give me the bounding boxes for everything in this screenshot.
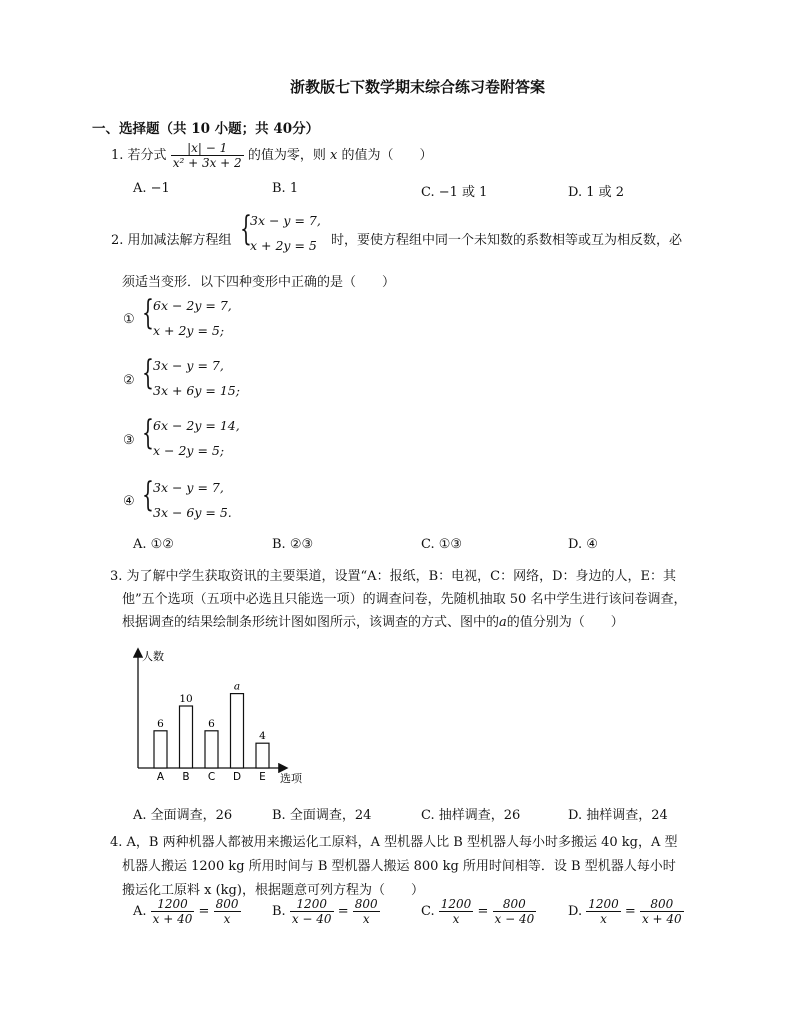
y-axis-label: 人数 [142, 650, 164, 663]
q4-d-op: = [624, 904, 636, 919]
q2-transform-2-brace: { [142, 353, 154, 393]
q2-option-b[interactable]: B. ②③ [272, 537, 314, 552]
q4-a-label: A. [133, 904, 147, 919]
q4-a-right [214, 897, 241, 926]
q2-brace: { [240, 209, 252, 249]
q1-option-a[interactable]: A. −1 [133, 181, 170, 196]
q1-frac-den: x² + 3x + 2 [172, 156, 242, 170]
q4-a-op: = [198, 904, 210, 919]
bar-label-A: 6 [157, 717, 164, 730]
q4-c-rden: x − 40 [494, 912, 535, 926]
q4-option-a[interactable] [133, 897, 241, 926]
q4-b-right [353, 897, 380, 926]
bar-A [154, 731, 167, 768]
x-tick-A: A [156, 771, 165, 783]
question-1 [111, 141, 432, 170]
q4-a-lden: x + 40 [152, 912, 193, 926]
q2-transform-4-label: ④ [123, 494, 135, 509]
q1-prefix: 1. 若分式 [111, 148, 167, 163]
q4-d-lnum: 1200 [588, 897, 619, 911]
q2-transform-2-l2: 3x + 6y = 15; [153, 383, 240, 398]
q4-d-rden: x + 40 [641, 912, 682, 926]
q4-c-label: C. [421, 904, 435, 919]
q4-line1: 4. A，B 两种机器人都被用来搬运化工原料，A 型机器人比 B 型机器人每小时多搬运 40 kg，A 型 [110, 835, 678, 850]
section-heading: 一、选择题（共 10 小题；共 40分） [92, 121, 320, 137]
q4-b-lnum: 1200 [290, 897, 334, 912]
q2-transform-1-l2: x + 2y = 5; [153, 323, 225, 338]
q4-b-left [290, 897, 334, 926]
q2-transform-2-label: ② [123, 373, 135, 388]
q2-transform-4-l2: 3x − 6y = 5. [153, 505, 232, 520]
bar-chart [120, 640, 320, 790]
q3-line3-var: a [499, 615, 507, 630]
bar-B [180, 706, 193, 768]
q3-line3 [122, 611, 624, 630]
q1-option-d[interactable]: D. 1 或 2 [568, 185, 625, 200]
q4-d-rnum: 800 [640, 897, 684, 912]
bar-E [256, 743, 269, 768]
q2-option-c[interactable]: C. ①③ [421, 537, 463, 552]
q4-option-b[interactable] [272, 897, 380, 926]
q2-transform-3-brace: { [142, 413, 154, 453]
bar-label-E: 4 [259, 730, 266, 743]
x-axis-label: 选项 [280, 772, 302, 785]
x-tick-C: C [207, 771, 216, 783]
q4-c-lnum: 1200 [440, 897, 472, 911]
q2-transform-2-l1: 3x − y = 7, [153, 358, 224, 373]
q4-c-left [439, 897, 474, 926]
bar-label-B: 10 [179, 693, 193, 705]
x-tick-B: B [182, 771, 190, 783]
q4-d-lden: x [600, 912, 607, 926]
q4-b-rnum: 800 [354, 897, 378, 911]
q1-suffix-b: 的值为（ ） [341, 148, 433, 163]
q3-line3-a: 根据调查的结果绘制条形统计图如图所示，该调查的方式、图中的 [122, 615, 500, 630]
q2-transform-3-label: ③ [123, 433, 135, 448]
q3-option-a[interactable]: A. 全面调查，26 [133, 808, 233, 823]
q2-option-a[interactable]: A. ①② [133, 537, 174, 552]
q4-option-d[interactable] [568, 897, 684, 926]
q4-b-rden: x [362, 912, 370, 926]
q3-line2: 他”五个选项（五项中必选且只能选一项）的调查问卷，先随机抽取 50 名中学生进行该问卷调查， [122, 592, 687, 607]
q4-b-op: = [337, 904, 349, 919]
q2-sys-line1: 3x − y = 7, [250, 213, 321, 228]
q3-line1: 3. 为了解中学生获取资讯的主要渠道，设置“A：报纸，B：电视，C：网络，D：身边的人，E：其 [110, 569, 676, 584]
q4-option-c[interactable] [421, 897, 536, 926]
q1-frac-num: |x| − 1 [171, 141, 244, 156]
q2-transform-3-l1: 6x − 2y = 14, [153, 418, 240, 433]
q4-c-rnum: 800 [493, 897, 537, 912]
q3-option-b[interactable]: B. 全面调查，24 [272, 808, 372, 823]
page-title: 浙教版七下数学期末综合练习卷附答案 [290, 78, 546, 96]
q2-prefix: 2. 用加减法解方程组 [111, 233, 232, 248]
bar-C [205, 731, 218, 768]
bar-D [231, 694, 244, 768]
bar-label-D: a [233, 680, 241, 693]
q2-transform-1-l1: 6x − 2y = 7, [153, 298, 232, 313]
q1-fraction [171, 141, 244, 170]
q4-a-lnum: 1200 [151, 897, 195, 912]
q4-a-left [151, 897, 195, 926]
q3-option-d[interactable]: D. 抽样调查，24 [568, 808, 668, 823]
q2-line2: 须适当变形．以下四种变形中正确的是（ ） [122, 275, 396, 290]
q1-var: x [329, 148, 338, 163]
x-tick-E: E [259, 771, 266, 783]
q4-c-lden: x [452, 912, 460, 926]
q4-d-label: D. [568, 904, 583, 919]
bar-label-C: 6 [208, 717, 215, 730]
q1-option-b[interactable]: B. 1 [272, 181, 299, 196]
q2-suffix: 时，要使方程组中同一个未知数的系数相等或互为相反数，必 [331, 233, 683, 248]
q1-suffix-a: 的值为零，则 [247, 148, 326, 163]
q1-option-c[interactable]: C. −1 或 1 [421, 185, 488, 200]
q2-transform-4-brace: { [142, 475, 154, 515]
q2-sys-line2: x + 2y = 5 [250, 238, 317, 253]
q2-option-d[interactable]: D. ④ [568, 537, 598, 552]
q2-transform-3-l2: x − 2y = 5; [153, 443, 225, 458]
q4-a-rden: x [223, 912, 231, 926]
q2-transform-4-l1: 3x − y = 7, [153, 480, 224, 495]
q2-transform-1-label: ① [123, 312, 135, 327]
q2-transform-1-brace: { [142, 293, 154, 333]
q4-c-right [493, 897, 537, 926]
q4-b-lden: x − 40 [291, 912, 332, 926]
q4-line3: 搬运化工原料 x (kg)，根据题意可列方程为（ ） [122, 883, 424, 898]
x-tick-D: D [232, 771, 242, 783]
q3-line3-b: 的值分别为（ ） [506, 615, 624, 630]
q4-a-rnum: 800 [215, 897, 239, 911]
q3-option-c[interactable]: C. 抽样调查，26 [421, 808, 521, 823]
q4-b-label: B. [272, 904, 286, 919]
q4-c-op: = [477, 904, 489, 919]
q4-line2: 机器人搬运 1200 kg 所用时间与 B 型机器人搬运 800 kg 所用时间相等．设 B 型机器人每小时 [122, 859, 676, 874]
q4-d-left [586, 897, 621, 926]
q4-d-right [640, 897, 684, 926]
